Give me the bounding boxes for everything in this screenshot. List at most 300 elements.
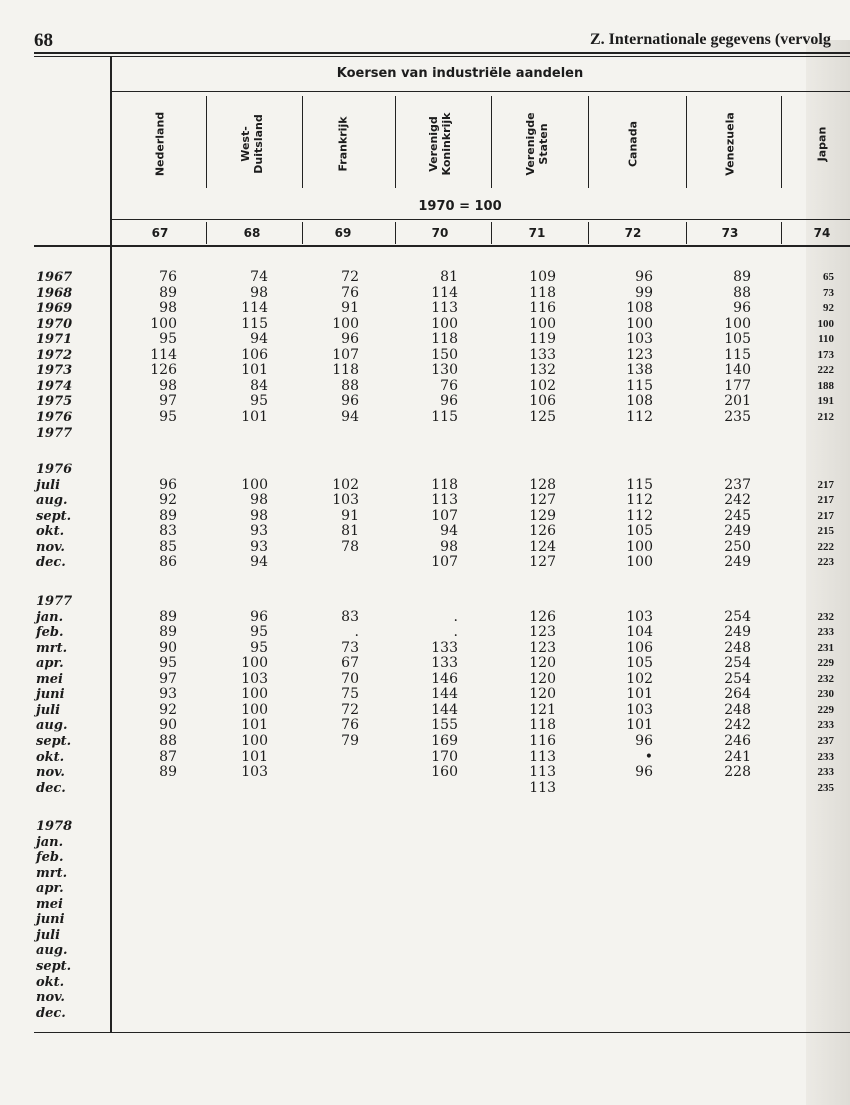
header-bottom-rule — [34, 245, 850, 247]
table-cell: 67 — [341, 655, 359, 672]
table-cell: 72 — [341, 269, 359, 285]
row-label: 1974 — [36, 378, 73, 394]
table-cell: 95 — [250, 624, 268, 641]
table-cell: 146 — [431, 670, 458, 687]
table-cell: 96 — [159, 476, 177, 493]
table-cell: 89 — [733, 269, 751, 285]
table-cell: 177 — [724, 377, 751, 394]
column-header — [427, 100, 453, 188]
column-divider — [491, 96, 492, 188]
row-label: 1975 — [36, 394, 73, 410]
row-label: mei — [36, 896, 63, 912]
table-cell: 126 — [529, 523, 556, 540]
row-label: apr. — [36, 656, 64, 672]
table-cell: 96 — [341, 331, 359, 348]
table-cell: 115 — [241, 315, 268, 332]
table-cell: 217 — [817, 494, 834, 507]
column-header-label: Verenigde Staten — [524, 112, 550, 176]
row-label: apr. — [36, 881, 64, 897]
section-heading: 1977 — [36, 594, 73, 609]
table-cell: 91 — [341, 300, 359, 317]
table-cell: 222 — [817, 540, 834, 553]
column-header-label: West- Duitsland — [239, 114, 265, 174]
table-cell: 115 — [626, 377, 653, 394]
table-cell: 133 — [431, 639, 458, 656]
table-cell: 105 — [626, 655, 653, 672]
table-cell: 89 — [159, 608, 177, 625]
column-divider — [302, 96, 303, 188]
table-cell: 248 — [724, 639, 751, 656]
table-cell: 250 — [724, 538, 751, 555]
table-cell: 88 — [159, 732, 177, 749]
table-title: Koersen van industriële aandelen — [336, 66, 584, 81]
table-cell: 229 — [817, 657, 834, 670]
bottom-rule — [34, 1032, 850, 1033]
table-cell: 138 — [626, 362, 653, 379]
row-label: juli — [36, 477, 61, 493]
table-cell: 96 — [440, 393, 458, 410]
table-cell: 191 — [817, 395, 834, 408]
table-cell: 223 — [817, 556, 834, 569]
table-cell: 237 — [724, 476, 751, 493]
table-cell: 235 — [724, 409, 751, 425]
table-cell: 245 — [724, 507, 751, 524]
table-cell: 107 — [332, 346, 359, 363]
table-cell: 201 — [724, 393, 751, 410]
column-divider — [395, 96, 396, 188]
column-number: 74 — [813, 226, 831, 240]
row-label: okt. — [36, 749, 65, 765]
table-cell: 120 — [529, 686, 556, 703]
table-cell: 110 — [818, 333, 834, 346]
column-divider — [395, 222, 396, 244]
row-label: 1972 — [36, 347, 73, 363]
table-cell: 78 — [341, 538, 359, 555]
table-cell: 232 — [817, 610, 834, 623]
table-cell: 76 — [341, 717, 359, 734]
row-label: 1969 — [36, 301, 73, 317]
table-cell: 155 — [431, 717, 458, 734]
table-cell: 95 — [250, 639, 268, 656]
table-cell: 76 — [440, 377, 458, 394]
table-cell: 113 — [529, 748, 556, 765]
table-cell: 126 — [150, 362, 177, 379]
table-cell: 97 — [159, 670, 177, 687]
table-cell: 81 — [440, 269, 458, 285]
table-cell: 127 — [529, 492, 556, 509]
table-cell: 102 — [529, 377, 556, 394]
table-cell: 99 — [635, 284, 653, 301]
table-cell: 95 — [159, 331, 177, 348]
table-cell: 237 — [817, 734, 834, 747]
table-cell: 93 — [250, 523, 268, 540]
row-label: juli — [36, 702, 61, 718]
table-cell: 249 — [724, 554, 751, 571]
table-cell: 114 — [150, 346, 177, 363]
table-cell: 231 — [817, 641, 834, 654]
table-cell: 102 — [626, 670, 653, 687]
column-header — [623, 100, 643, 188]
table-cell: 85 — [159, 538, 177, 555]
table-cell: . — [453, 608, 458, 625]
table-cell: 83 — [341, 608, 359, 625]
table-cell: 100 — [241, 476, 268, 493]
table-cell: 115 — [431, 409, 458, 425]
row-label: mrt. — [36, 640, 68, 656]
page-number: 68 — [34, 30, 53, 51]
column-number: 73 — [721, 226, 739, 240]
table-cell: 133 — [529, 346, 556, 363]
table-cell: 229 — [817, 703, 834, 716]
row-label: sept. — [36, 958, 72, 974]
table-cell: 173 — [817, 348, 834, 361]
table-cell: 118 — [332, 362, 359, 379]
table-cell: 233 — [817, 626, 834, 639]
table-cell: 88 — [341, 377, 359, 394]
table-cell: 101 — [241, 748, 268, 765]
table-cell: 89 — [159, 624, 177, 641]
table-cell: 121 — [529, 701, 556, 718]
table-cell: 74 — [250, 269, 268, 285]
column-divider — [491, 222, 492, 244]
row-label: 1976 — [36, 410, 73, 425]
table-cell: 233 — [817, 766, 834, 778]
column-divider — [588, 96, 589, 188]
table-cell: 100 — [626, 538, 653, 555]
table-cell: 254 — [724, 608, 751, 625]
row-label: 1968 — [36, 285, 73, 301]
table-cell: 118 — [431, 331, 458, 348]
table-cell: 254 — [724, 655, 751, 672]
section-heading: 1978 — [36, 819, 73, 834]
table-cell: 222 — [817, 364, 834, 377]
table-cell: 91 — [341, 507, 359, 524]
row-label: dec. — [36, 780, 66, 796]
table-cell: 86 — [159, 554, 177, 571]
column-number: 71 — [528, 226, 546, 240]
table-cell: 98 — [440, 538, 458, 555]
table-cell: 102 — [332, 476, 359, 493]
table-cell: 75 — [341, 686, 359, 703]
column-header — [524, 100, 550, 188]
table-cell: 215 — [817, 525, 834, 538]
table-cell: 98 — [250, 507, 268, 524]
column-divider — [206, 222, 207, 244]
row-label: nov. — [36, 990, 65, 1005]
table-cell: 118 — [431, 476, 458, 493]
column-header — [720, 100, 740, 188]
table-cell: 76 — [341, 284, 359, 301]
column-number: 69 — [334, 226, 352, 240]
row-label: jan. — [36, 834, 64, 850]
column-divider — [781, 96, 782, 188]
table-cell: 94 — [440, 523, 458, 540]
table-cell: 107 — [431, 507, 458, 524]
column-header — [150, 100, 170, 188]
title-rule — [112, 91, 850, 92]
table-cell: 92 — [823, 302, 834, 315]
table-cell: 92 — [159, 701, 177, 718]
table-cell: 89 — [159, 507, 177, 524]
table-cell: 242 — [724, 492, 751, 509]
table-cell: 118 — [529, 284, 556, 301]
top-rule-thin — [34, 56, 850, 57]
running-head: Z. Internationale gegevens (vervolg — [590, 31, 831, 48]
column-divider — [206, 96, 207, 188]
table-cell: 129 — [529, 507, 556, 524]
column-divider — [588, 222, 589, 244]
table-cell: 264 — [724, 686, 751, 703]
table-cell: 112 — [626, 492, 653, 509]
table-cell: 100 — [817, 317, 834, 330]
table-cell: 95 — [250, 393, 268, 410]
table-cell: 119 — [529, 331, 556, 348]
row-label: sept. — [36, 508, 72, 524]
column-divider — [686, 222, 687, 244]
row-label: juni — [36, 912, 65, 928]
table-cell: 108 — [626, 300, 653, 317]
table-cell: 133 — [431, 655, 458, 672]
row-label: jan. — [36, 609, 64, 625]
table-cell: 113 — [431, 300, 458, 317]
table-cell: 79 — [341, 732, 359, 749]
row-label: 1971 — [36, 332, 73, 348]
table-cell: 98 — [250, 492, 268, 509]
table-cell: 116 — [529, 300, 556, 317]
table-cell: 100 — [626, 554, 653, 571]
table-cell: 73 — [341, 639, 359, 656]
table-cell: 100 — [724, 315, 751, 332]
table-cell: 106 — [241, 346, 268, 363]
header-rule — [112, 219, 850, 220]
table-cell: 170 — [431, 748, 458, 765]
row-label: aug. — [36, 718, 68, 734]
table-cell: 106 — [529, 393, 556, 410]
column-header-label: Japan — [815, 126, 829, 162]
table-cell: 103 — [241, 670, 268, 687]
table-cell: 230 — [817, 688, 834, 701]
table-cell: 114 — [241, 300, 268, 317]
table-cell: 100 — [431, 315, 458, 332]
page-edge-shadow — [806, 40, 850, 1105]
table-cell: 104 — [626, 624, 653, 641]
table-cell: 89 — [159, 764, 177, 780]
table-cell: 100 — [626, 315, 653, 332]
column-number: 72 — [624, 226, 642, 240]
table-cell: 103 — [241, 764, 268, 780]
table-cell: 107 — [431, 554, 458, 571]
table-cell: 101 — [626, 717, 653, 734]
row-label: dec. — [36, 1005, 66, 1021]
row-label: juni — [36, 687, 65, 703]
table-cell: 124 — [529, 538, 556, 555]
table-cell: 100 — [150, 315, 177, 332]
column-header-label: Verenigd Koninkrijk — [427, 112, 453, 176]
table-cell: 114 — [431, 284, 458, 301]
table-cell: 103 — [626, 331, 653, 348]
row-label: nov. — [36, 539, 65, 555]
table-cell: 120 — [529, 670, 556, 687]
row-label: juli — [36, 927, 61, 943]
table-cell: 87 — [159, 748, 177, 765]
table-cell: 98 — [250, 284, 268, 301]
table-cell: 150 — [431, 346, 458, 363]
table-cell: . — [354, 624, 359, 641]
table-cell: 248 — [724, 701, 751, 718]
row-label: 1973 — [36, 363, 73, 379]
column-header-label: Canada — [626, 120, 640, 168]
table-cell: 105 — [724, 331, 751, 348]
table-cell: 123 — [529, 624, 556, 641]
column-number: 67 — [151, 226, 169, 240]
column-number: 68 — [243, 226, 261, 240]
table-cell: . — [453, 624, 458, 641]
row-label: 1967 — [36, 270, 73, 285]
table-cell: 217 — [817, 478, 834, 491]
section-heading: 1976 — [36, 462, 73, 477]
table-cell: 126 — [529, 608, 556, 625]
table-cell: 101 — [241, 409, 268, 425]
table-cell: 65 — [823, 271, 834, 283]
table-cell: 128 — [529, 476, 556, 493]
table-cell: 97 — [159, 393, 177, 410]
base-year-note: 1970 = 100 — [418, 199, 502, 214]
column-number: 70 — [431, 226, 449, 240]
column-header — [333, 100, 353, 188]
table-cell: 96 — [341, 393, 359, 410]
row-label: sept. — [36, 733, 72, 749]
table-cell: 246 — [724, 732, 751, 749]
table-cell: 103 — [626, 701, 653, 718]
table-cell: 81 — [341, 523, 359, 540]
column-divider — [686, 96, 687, 188]
table-cell: 112 — [626, 409, 653, 425]
table-cell: 120 — [529, 655, 556, 672]
table-cell: 212 — [817, 411, 834, 423]
table-cell: 108 — [626, 393, 653, 410]
table-cell: 100 — [332, 315, 359, 332]
column-header — [239, 100, 265, 188]
table-cell: 93 — [159, 686, 177, 703]
table-cell: 232 — [817, 672, 834, 685]
row-label: feb. — [36, 850, 64, 866]
table-cell: 140 — [724, 362, 751, 379]
table-cell: 233 — [817, 750, 834, 763]
table-cell: 115 — [626, 476, 653, 493]
table-cell: 242 — [724, 717, 751, 734]
row-label: okt. — [36, 974, 65, 990]
table-cell: 96 — [635, 764, 653, 780]
table-cell: 98 — [159, 377, 177, 394]
table-cell: 96 — [250, 608, 268, 625]
table-cell: 76 — [159, 269, 177, 285]
table-cell: 93 — [250, 538, 268, 555]
top-rule — [34, 52, 850, 54]
table-cell: 241 — [724, 748, 751, 765]
column-divider — [302, 222, 303, 244]
column-header-label: Frankrijk — [336, 116, 350, 172]
table-cell: 100 — [241, 732, 268, 749]
table-cell: 101 — [626, 686, 653, 703]
table-cell: 217 — [817, 509, 834, 522]
table-cell: 96 — [635, 732, 653, 749]
table-cell: 103 — [332, 492, 359, 509]
table-cell: 98 — [159, 300, 177, 317]
row-label: mrt. — [36, 865, 68, 881]
table-cell: 94 — [341, 409, 359, 425]
table-cell: 95 — [159, 409, 177, 425]
table-cell: 112 — [626, 507, 653, 524]
table-cell: 115 — [724, 346, 751, 363]
table-cell: • — [644, 748, 653, 765]
table-cell: 100 — [241, 701, 268, 718]
table-cell: 144 — [431, 701, 458, 718]
table-cell: 92 — [159, 492, 177, 509]
table-cell: 113 — [529, 779, 556, 796]
table-cell: 123 — [529, 639, 556, 656]
table-cell: 95 — [159, 655, 177, 672]
table-cell: 96 — [635, 269, 653, 285]
row-label: okt. — [36, 524, 65, 540]
table-cell: 89 — [159, 284, 177, 301]
table-cell: 132 — [529, 362, 556, 379]
table-cell: 101 — [241, 717, 268, 734]
table-cell: 72 — [341, 701, 359, 718]
table-cell: 96 — [733, 300, 751, 317]
row-label: feb. — [36, 625, 64, 641]
table-cell: 103 — [626, 608, 653, 625]
column-header-label: Venezuela — [723, 112, 737, 176]
table-cell: 254 — [724, 670, 751, 687]
table-cell: 94 — [250, 331, 268, 348]
table-cell: 118 — [529, 717, 556, 734]
table-cell: 100 — [241, 686, 268, 703]
table-cell: 169 — [431, 732, 458, 749]
table-cell: 106 — [626, 639, 653, 656]
table-cell: 113 — [529, 764, 556, 780]
table-cell: 90 — [159, 639, 177, 656]
table-cell: 83 — [159, 523, 177, 540]
table-cell: 73 — [823, 286, 834, 299]
table-cell: 160 — [431, 764, 458, 780]
row-label: aug. — [36, 943, 68, 959]
table-cell: 116 — [529, 732, 556, 749]
table-cell: 94 — [250, 554, 268, 571]
table-cell: 233 — [817, 719, 834, 732]
table-cell: 130 — [431, 362, 458, 379]
column-header-label: Nederland — [153, 111, 167, 177]
table-cell: 188 — [817, 379, 834, 392]
table-cell: 70 — [341, 670, 359, 687]
table-cell: 249 — [724, 523, 751, 540]
column-header — [812, 100, 832, 188]
table-cell: 125 — [529, 409, 556, 425]
row-label: dec. — [36, 555, 66, 571]
table-cell: 84 — [250, 377, 268, 394]
table-cell: 105 — [626, 523, 653, 540]
table-cell: 113 — [431, 492, 458, 509]
row-label: 1970 — [36, 316, 73, 332]
table-cell: 100 — [529, 315, 556, 332]
table-cell: 100 — [241, 655, 268, 672]
column-divider — [781, 222, 782, 244]
table-cell: 235 — [817, 781, 834, 794]
table-cell: 123 — [626, 346, 653, 363]
table-cell: 90 — [159, 717, 177, 734]
row-label: mei — [36, 671, 63, 687]
table-cell: 249 — [724, 624, 751, 641]
table-cell: 109 — [529, 269, 556, 285]
